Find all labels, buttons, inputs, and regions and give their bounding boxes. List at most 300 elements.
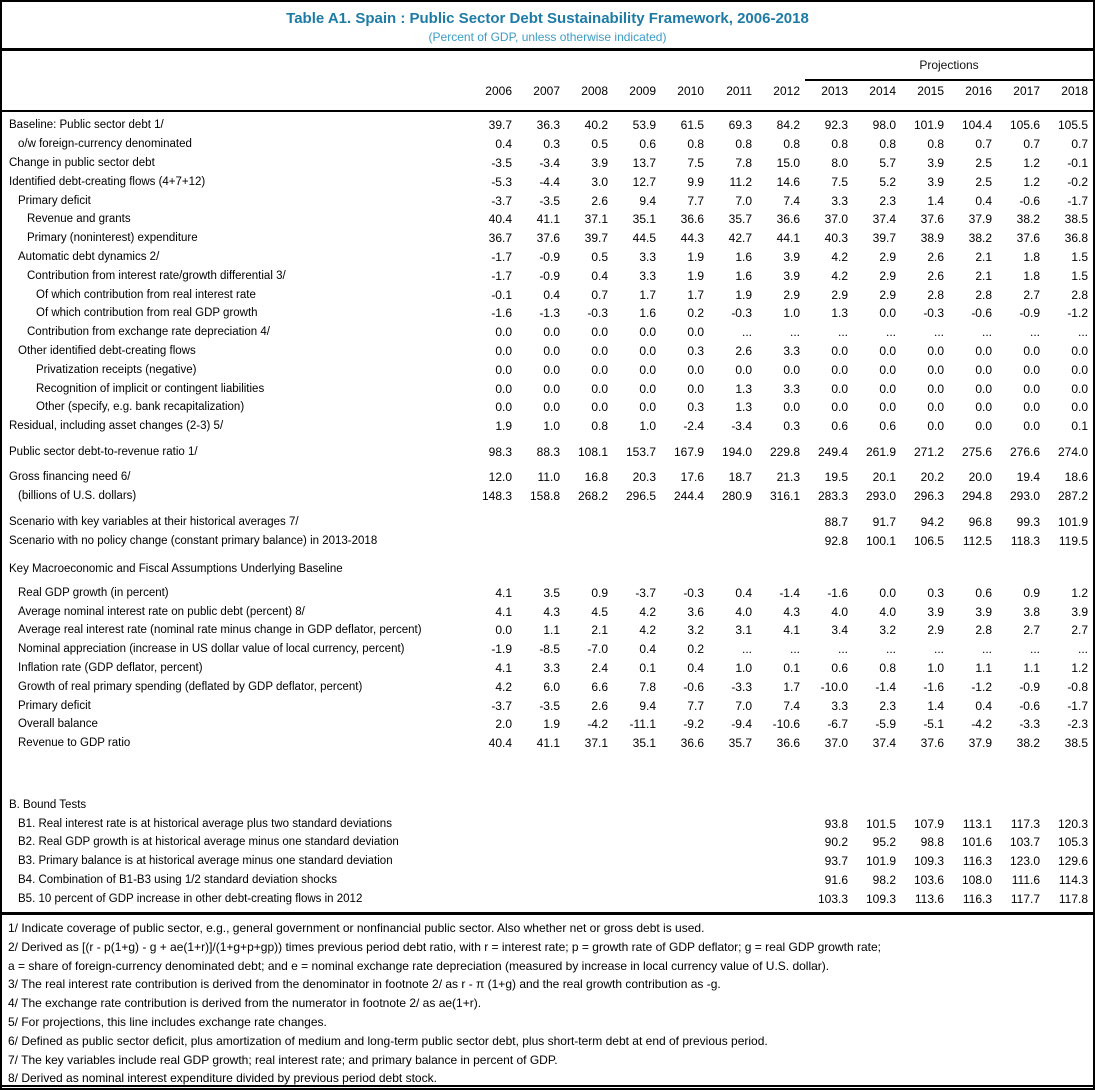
value-cell: 3.1	[735, 623, 752, 638]
value-cell: 38.2	[1016, 212, 1040, 227]
table-row	[2, 229, 1093, 248]
table-row	[2, 398, 1093, 417]
value-cell: 0.0	[879, 343, 896, 358]
value-cell: -3.7	[491, 193, 512, 208]
value-cell: 0.3	[783, 419, 800, 434]
row-label: Revenue and grants	[27, 213, 131, 226]
value-cell: 1.9	[735, 287, 752, 302]
value-cell: 1.2	[1023, 155, 1040, 170]
value-cell: 104.4	[961, 118, 992, 133]
value-cell: 114.3	[1058, 873, 1088, 888]
value-cell: 2.9	[879, 287, 896, 302]
value-cell: 18.7	[728, 469, 752, 484]
footnote-line: 4/ The exchange rate contribution is derived from the numerator in footnote 2/ as ae(1+r).	[8, 996, 482, 1011]
table-row	[2, 833, 1093, 852]
value-cell: 0.6	[831, 660, 848, 675]
value-cell: 109.3	[865, 891, 896, 906]
value-cell: 38.9	[920, 231, 944, 246]
value-cell: 40.4	[488, 736, 512, 751]
value-cell: -1.6	[491, 306, 512, 321]
value-cell: 3.3	[783, 381, 800, 396]
value-cell: 0.0	[495, 325, 512, 340]
value-cell: ...	[981, 325, 992, 340]
value-cell: 0.5	[591, 137, 608, 152]
value-cell: 14.6	[776, 174, 800, 189]
row-label: Revenue to GDP ratio	[18, 737, 131, 750]
value-cell: 2.3	[879, 193, 896, 208]
year-header-cell: 2009	[629, 84, 656, 98]
value-cell: 38.2	[1016, 736, 1040, 751]
value-cell: 1.9	[687, 249, 704, 264]
value-cell: -7.0	[587, 642, 608, 657]
value-cell: 229.8	[769, 444, 800, 459]
value-cell: 7.8	[639, 679, 656, 694]
value-cell: -3.7	[491, 698, 512, 713]
value-cell: -0.3	[587, 306, 608, 321]
value-cell: 35.7	[728, 736, 752, 751]
value-cell: 244.4	[673, 488, 704, 503]
value-cell: 37.4	[872, 212, 896, 227]
value-cell: 0.0	[927, 381, 944, 396]
value-cell: 6.0	[543, 679, 560, 694]
value-cell: 0.0	[639, 362, 656, 377]
table-row	[2, 871, 1093, 890]
table-row	[2, 379, 1093, 398]
row-label: Contribution from interest rate/growth differential 3/	[27, 269, 286, 282]
row-label: B5. 10 percent of GDP increase in other debt-creating flows in 2012	[18, 892, 363, 905]
value-cell: -0.3	[923, 306, 944, 321]
row-label: Nominal appreciation (increase in US dollar value of local currency, percent)	[18, 643, 405, 656]
value-cell: 2.1	[591, 623, 608, 638]
value-cell: 268.2	[577, 488, 608, 503]
value-cell: 2.8	[975, 623, 992, 638]
value-cell: 2.6	[591, 698, 608, 713]
value-cell: 5.7	[879, 155, 896, 170]
row-label: Identified debt-creating flows (4+7+12)	[9, 175, 206, 188]
value-cell: 12.0	[488, 469, 512, 484]
value-cell: 0.4	[543, 287, 560, 302]
value-cell: 2.6	[927, 268, 944, 283]
value-cell: 293.0	[1009, 488, 1040, 503]
value-cell: 153.7	[625, 444, 656, 459]
value-cell: 287.2	[1057, 488, 1088, 503]
footnote-line: a = share of foreign-currency denominated debt; and e = nominal exchange rate depreciation (measured by increase in local currency value of U.S. dollar).	[8, 958, 830, 973]
table-row	[2, 621, 1093, 640]
value-cell: 9.4	[639, 698, 656, 713]
value-cell: 0.6	[639, 137, 656, 152]
value-cell: 158.8	[529, 488, 560, 503]
value-cell: 7.0	[735, 698, 752, 713]
value-cell: 1.0	[543, 419, 560, 434]
value-cell: 1.5	[1071, 268, 1088, 283]
value-cell: 275.6	[961, 444, 992, 459]
value-cell: 4.1	[495, 585, 512, 600]
table-row	[2, 677, 1093, 696]
value-cell: 0.0	[927, 400, 944, 415]
value-cell: 1.0	[927, 660, 944, 675]
value-cell: 4.1	[495, 660, 512, 675]
value-cell: 98.8	[920, 835, 944, 850]
value-cell: 0.0	[495, 623, 512, 638]
value-cell: 37.1	[584, 212, 608, 227]
value-cell: 37.6	[920, 736, 944, 751]
value-cell: 0.0	[975, 362, 992, 377]
value-cell: 0.0	[1071, 381, 1088, 396]
value-cell: 0.0	[639, 381, 656, 396]
value-cell: 103.3	[817, 891, 848, 906]
value-cell: 2.7	[1071, 623, 1088, 638]
table-row	[2, 248, 1093, 267]
value-cell: 37.6	[1016, 231, 1040, 246]
row-label: Scenario with no policy change (constant primary balance) in 2013-2018	[9, 535, 378, 548]
value-cell: -0.6	[971, 306, 992, 321]
value-cell: 37.9	[968, 736, 992, 751]
value-cell: 0.3	[687, 400, 704, 415]
value-cell: 18.6	[1064, 469, 1088, 484]
value-cell: 280.9	[721, 488, 752, 503]
value-cell: -4.4	[539, 174, 560, 189]
value-cell: 53.9	[632, 118, 656, 133]
year-header-cell: 2013	[821, 84, 848, 98]
year-header-cell: 2018	[1061, 84, 1088, 98]
value-cell: 4.3	[543, 604, 560, 619]
value-cell: 2.4	[591, 660, 608, 675]
row-label: B2. Real GDP growth is at historical average minus one standard deviation	[18, 836, 399, 849]
value-cell: 0.0	[687, 381, 704, 396]
projections-label: Projections	[919, 58, 979, 72]
value-cell: -1.6	[923, 679, 944, 694]
value-cell: 0.4	[975, 193, 992, 208]
value-cell: 1.1	[543, 623, 560, 638]
value-cell: 36.6	[680, 212, 704, 227]
value-cell: 1.4	[927, 698, 944, 713]
value-cell: 40.2	[584, 118, 608, 133]
value-cell: 294.8	[961, 488, 992, 503]
value-cell: 100.1	[865, 534, 896, 549]
value-cell: 0.0	[591, 362, 608, 377]
value-cell: -0.8	[1067, 679, 1088, 694]
value-cell: 36.8	[1064, 231, 1088, 246]
value-cell: -1.6	[827, 585, 848, 600]
value-cell: 0.0	[639, 325, 656, 340]
value-cell: 1.1	[975, 660, 992, 675]
value-cell: 0.0	[1071, 343, 1088, 358]
table-row	[2, 560, 1093, 579]
row-label: Of which contribution from real interest rate	[36, 288, 256, 301]
value-cell: 3.9	[975, 604, 992, 619]
value-cell: -10.6	[772, 717, 800, 732]
table-row	[2, 814, 1093, 833]
value-cell: 316.1	[769, 488, 800, 503]
year-header-cell: 2011	[726, 84, 752, 98]
value-cell: -1.2	[971, 679, 992, 694]
label-column-spacer	[2, 84, 469, 98]
year-header-cell: 2015	[917, 84, 944, 98]
value-cell: 4.1	[495, 604, 512, 619]
value-cell: 2.9	[927, 623, 944, 638]
value-cell: 0.0	[495, 400, 512, 415]
value-cell: 2.6	[927, 249, 944, 264]
value-cell: 39.7	[872, 231, 896, 246]
value-cell: 3.9	[927, 155, 944, 170]
value-cell: -0.9	[539, 268, 560, 283]
value-cell: 40.4	[488, 212, 512, 227]
value-cell: 3.3	[831, 193, 848, 208]
value-cell: 0.2	[687, 306, 704, 321]
value-cell: 35.1	[632, 736, 656, 751]
value-cell: 1.1	[1023, 660, 1040, 675]
value-cell: 2.7	[1023, 287, 1040, 302]
value-cell: 0.0	[879, 362, 896, 377]
value-cell: 0.6	[831, 419, 848, 434]
value-cell: 37.6	[536, 231, 560, 246]
table-row	[2, 360, 1093, 379]
value-cell: 0.0	[831, 362, 848, 377]
value-cell: 0.7	[591, 287, 608, 302]
value-cell: 41.1	[536, 212, 560, 227]
value-cell: 2.6	[591, 193, 608, 208]
value-cell: 0.0	[735, 362, 752, 377]
value-cell: 1.8	[1023, 249, 1040, 264]
row-label: Other (specify, e.g. bank recapitalization)	[36, 401, 245, 414]
footnote-line: 8/ Derived as nominal interest expenditure divided by previous period debt stock.	[8, 1071, 437, 1086]
value-cell: 0.0	[591, 325, 608, 340]
value-cell: 16.8	[584, 469, 608, 484]
value-cell: 7.7	[687, 193, 704, 208]
projections-underline	[805, 79, 1093, 81]
row-label: B1. Real interest rate is at historical average plus two standard deviations	[18, 817, 392, 830]
row-label: Other identified debt-creating flows	[18, 344, 196, 357]
value-cell: 2.9	[879, 268, 896, 283]
footnote-line: 6/ Defined as public sector deficit, plus amortization of medium and long-term public sector debt, plus short-term debt at end of previous period.	[8, 1033, 768, 1048]
value-cell: 91.7	[872, 515, 896, 530]
value-cell: 3.0	[591, 174, 608, 189]
value-cell: 36.6	[680, 736, 704, 751]
value-cell: 91.6	[824, 873, 848, 888]
table-row	[2, 342, 1093, 361]
value-cell: 3.2	[879, 623, 896, 638]
value-cell: 38.5	[1064, 736, 1088, 751]
table-title: Table A1. Spain : Public Sector Debt Sustainability Framework, 2006-2018	[286, 10, 809, 27]
value-cell: 3.9	[927, 604, 944, 619]
value-cell: 44.5	[632, 231, 656, 246]
value-cell: 6.6	[591, 679, 608, 694]
value-cell: 0.4	[735, 585, 752, 600]
value-cell: 0.7	[1071, 137, 1088, 152]
value-cell: 105.5	[1057, 118, 1088, 133]
value-cell: 3.6	[687, 604, 704, 619]
value-cell: -0.3	[683, 585, 704, 600]
value-cell: 0.4	[495, 137, 512, 152]
value-cell: -3.7	[635, 585, 656, 600]
value-cell: 112.5	[962, 534, 992, 549]
value-cell: 2.1	[975, 268, 992, 283]
title-block	[2, 2, 1093, 48]
value-cell: 0.0	[1023, 400, 1040, 415]
value-cell: 1.3	[831, 306, 848, 321]
value-cell: 3.3	[639, 268, 656, 283]
value-cell: 0.0	[975, 419, 992, 434]
value-cell: 108.0	[961, 873, 992, 888]
value-cell: -0.1	[491, 287, 512, 302]
value-cell: 0.6	[879, 419, 896, 434]
value-cell: 99.3	[1016, 515, 1040, 530]
table-row	[2, 443, 1093, 462]
value-cell: 20.1	[872, 469, 896, 484]
value-cell: -0.9	[1019, 679, 1040, 694]
value-cell: 0.8	[879, 660, 896, 675]
value-cell: 98.3	[488, 444, 512, 459]
value-cell: 20.2	[920, 469, 944, 484]
value-cell: 1.7	[639, 287, 656, 302]
value-cell: 0.8	[879, 137, 896, 152]
table-row	[2, 715, 1093, 734]
value-cell: 3.4	[831, 623, 848, 638]
value-cell: -8.5	[539, 642, 560, 657]
row-label: Of which contribution from real GDP growth	[36, 307, 258, 320]
value-cell: 293.0	[865, 488, 896, 503]
value-cell: 7.8	[735, 155, 752, 170]
value-cell: 37.9	[968, 212, 992, 227]
value-cell: 4.0	[879, 604, 896, 619]
value-cell: 106.5	[913, 534, 944, 549]
value-cell: -0.6	[683, 679, 704, 694]
row-label: o/w foreign-currency denominated	[18, 138, 192, 151]
value-cell: 2.8	[927, 287, 944, 302]
value-cell: 1.0	[639, 419, 656, 434]
value-cell: 0.9	[1023, 585, 1040, 600]
value-cell: 92.3	[824, 118, 848, 133]
value-cell: 116.3	[962, 891, 992, 906]
value-cell: 36.3	[536, 118, 560, 133]
value-cell: 11.2	[729, 174, 752, 189]
year-header-cell: 2016	[965, 84, 992, 98]
value-cell: 0.8	[735, 137, 752, 152]
value-cell: 296.3	[913, 488, 944, 503]
value-cell: 111.6	[1011, 873, 1040, 888]
value-cell: 93.7	[824, 854, 848, 869]
value-cell: 0.2	[687, 642, 704, 657]
value-cell: 2.9	[831, 287, 848, 302]
row-label: Primary (noninterest) expenditure	[27, 232, 198, 245]
value-cell: 39.7	[584, 231, 608, 246]
value-cell: ...	[741, 325, 752, 340]
table-body	[2, 112, 1093, 912]
value-cell: 109.3	[913, 854, 944, 869]
value-cell: 3.9	[783, 249, 800, 264]
value-cell: 40.3	[824, 231, 848, 246]
value-cell: 35.1	[632, 212, 656, 227]
value-cell: -0.1	[1067, 155, 1088, 170]
value-cell: -1.7	[1067, 193, 1088, 208]
row-label: Gross financing need 6/	[9, 470, 131, 483]
value-cell: 117.8	[1058, 891, 1088, 906]
value-cell: 0.0	[1023, 362, 1040, 377]
value-cell: -1.4	[875, 679, 896, 694]
value-cell: 0.8	[687, 137, 704, 152]
table-row	[2, 135, 1093, 154]
table-row	[2, 116, 1093, 135]
value-cell: 120.3	[1057, 816, 1088, 831]
value-cell: 101.6	[961, 835, 992, 850]
table-row	[2, 602, 1093, 621]
value-cell: 274.0	[1057, 444, 1088, 459]
value-cell: -1.3	[539, 306, 560, 321]
value-cell: 39.7	[488, 118, 512, 133]
value-cell: ...	[789, 642, 800, 657]
value-cell: -3.5	[491, 155, 512, 170]
value-cell: 38.5	[1064, 212, 1088, 227]
value-cell: 0.0	[975, 381, 992, 396]
value-cell: 271.2	[913, 444, 944, 459]
table-row	[2, 191, 1093, 210]
value-cell: 61.5	[680, 118, 704, 133]
value-cell: 276.6	[1009, 444, 1040, 459]
value-cell: 21.3	[776, 469, 800, 484]
value-cell: 2.3	[879, 698, 896, 713]
value-cell: 1.7	[687, 287, 704, 302]
value-cell: 2.6	[735, 343, 752, 358]
value-cell: -3.4	[539, 155, 560, 170]
value-cell: 12.7	[632, 174, 656, 189]
value-cell: 2.9	[783, 287, 800, 302]
value-cell: 3.3	[831, 698, 848, 713]
value-cell: 4.2	[495, 679, 512, 694]
value-cell: -2.4	[683, 419, 704, 434]
value-cell: 2.8	[975, 287, 992, 302]
value-cell: 19.4	[1016, 469, 1040, 484]
value-cell: 0.0	[591, 343, 608, 358]
value-cell: 0.9	[591, 585, 608, 600]
value-cell: 194.0	[721, 444, 752, 459]
value-cell: 36.6	[776, 212, 800, 227]
value-cell: 92.8	[824, 534, 848, 549]
year-header-cell: 2007	[533, 84, 560, 98]
value-cell: 9.9	[687, 174, 704, 189]
value-cell: 0.0	[879, 381, 896, 396]
value-cell: 4.2	[639, 623, 656, 638]
value-cell: 7.4	[783, 698, 800, 713]
value-cell: 1.9	[495, 419, 512, 434]
value-cell: 0.1	[1071, 419, 1088, 434]
value-cell: 1.3	[735, 381, 752, 396]
row-label: Public sector debt-to-revenue ratio 1/	[9, 445, 198, 458]
value-cell: 0.4	[639, 642, 656, 657]
value-cell: 7.4	[783, 193, 800, 208]
value-cell: 249.4	[817, 444, 848, 459]
table-row	[2, 796, 1093, 815]
year-header-cell: 2012	[773, 84, 800, 98]
row-label: Primary deficit	[18, 194, 91, 207]
value-cell: 0.0	[783, 400, 800, 415]
value-cell: -1.7	[491, 249, 512, 264]
table-row	[2, 734, 1093, 753]
value-cell: 41.1	[536, 736, 560, 751]
value-cell: 101.9	[1057, 515, 1088, 530]
table-row	[2, 285, 1093, 304]
year-header-cell: 2010	[677, 84, 704, 98]
table-row	[2, 513, 1093, 532]
footnote-line: 7/ The key variables include real GDP growth; real interest rate; and primary balance in percent of GDP.	[8, 1052, 558, 1067]
row-label: Residual, including asset changes (2-3) 5/	[9, 420, 224, 433]
value-cell: 37.4	[872, 736, 896, 751]
value-cell: 113.6	[914, 891, 944, 906]
row-label: Change in public sector debt	[9, 156, 155, 169]
value-cell: 105.6	[1009, 118, 1040, 133]
value-cell: 0.0	[543, 400, 560, 415]
value-cell: 0.6	[975, 585, 992, 600]
value-cell: 93.8	[824, 816, 848, 831]
